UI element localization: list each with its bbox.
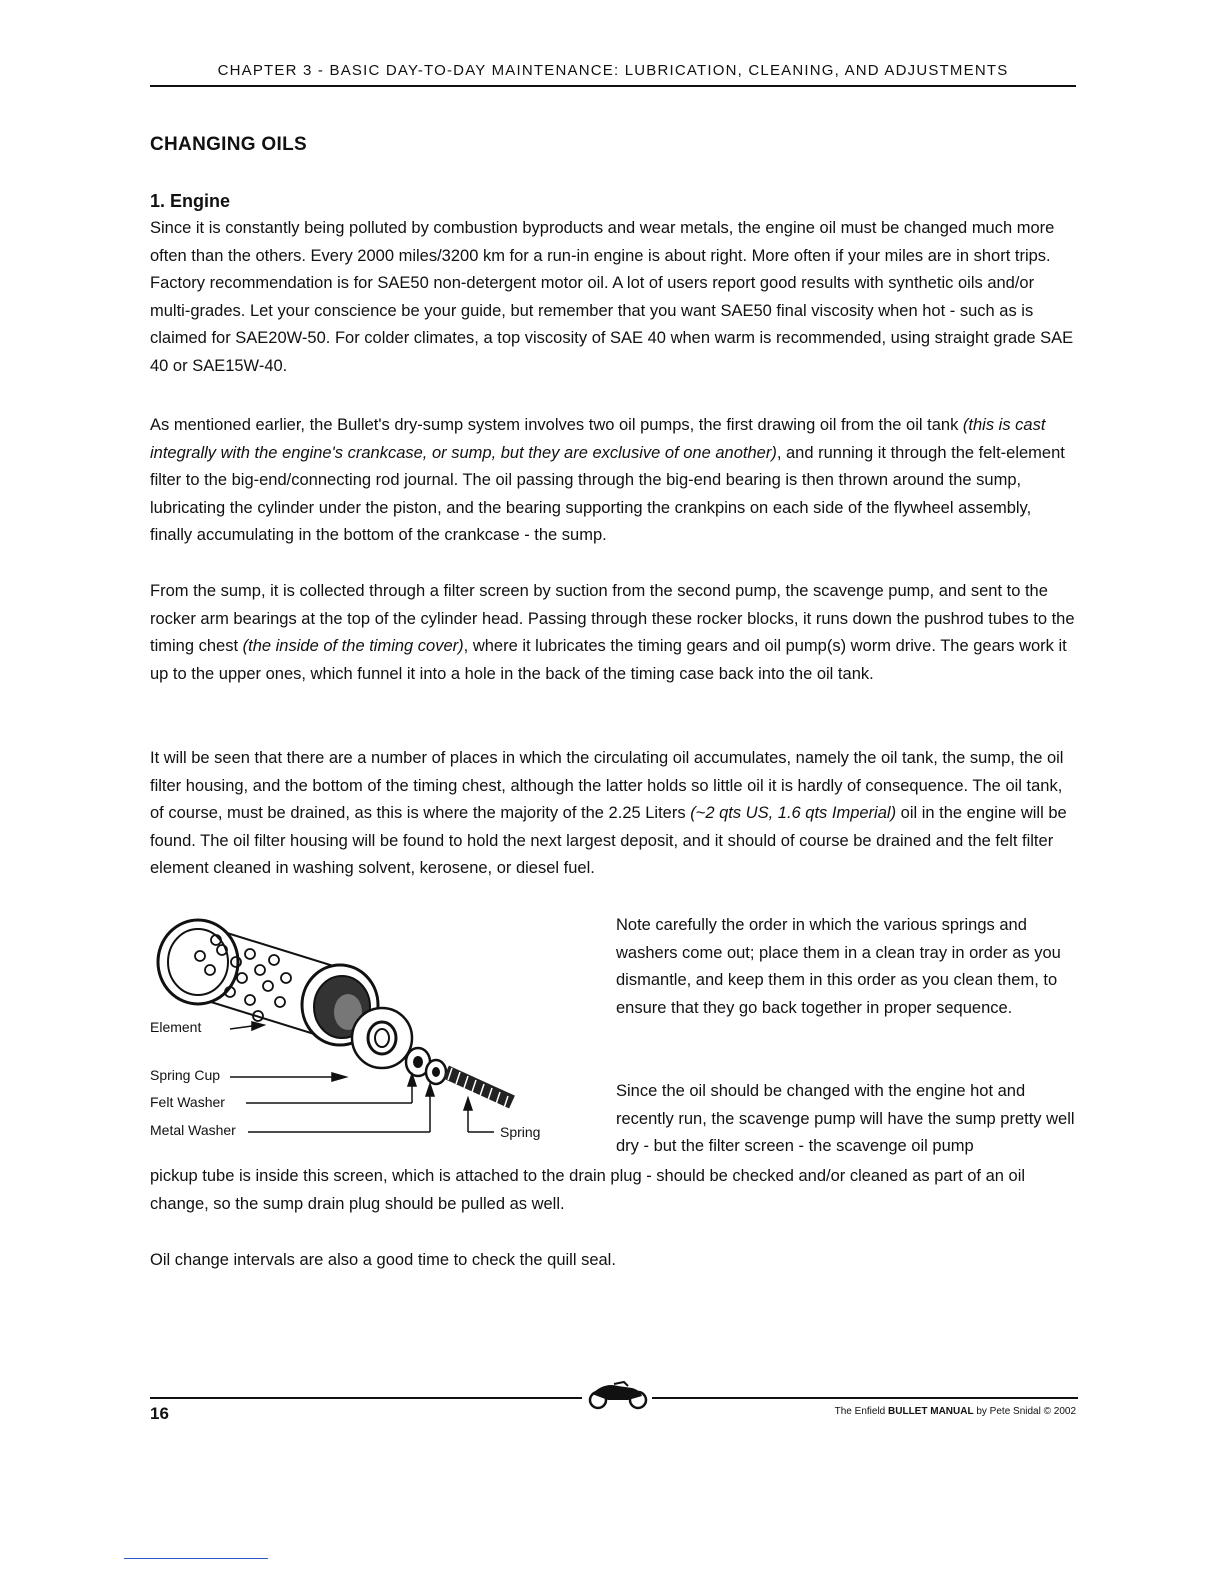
label-element: Element <box>150 1019 202 1035</box>
italic-note: (the inside of the timing cover) <box>242 637 464 656</box>
text-span: It will be seen that there are a number of places in which the circulating oil accumulates, namely the oil tank, the sump, the oil filter housing, and the bottom of the timing chest, although the latter holds so little oil it is hardly of consequence. The oil tank, of course, must be drained, as this is where the majority of the 2.25 Liters <box>150 749 1064 823</box>
filter-exploded-illustration <box>140 912 560 1152</box>
label-metal-washer: Metal Washer <box>150 1122 236 1138</box>
credit-title: BULLET MANUAL <box>888 1406 974 1417</box>
footer-rule-right <box>652 1397 1078 1399</box>
oil-filter-diagram <box>140 912 560 1152</box>
label-spring-cup: Spring Cup <box>150 1067 221 1083</box>
footer-credit <box>835 1406 1076 1417</box>
italic-note: (this is cast integrally with the engine's crankcase, or sump, but they are exclusive of one another) <box>150 416 1046 462</box>
page-number: 16 <box>150 1404 169 1423</box>
paragraph-order-note: Note carefully the order in which the various springs and washers come out; place them in a clean tray in order as you dismantle, and keep them in this order as you clean them, to ensure that they go back together in proper sequence. <box>616 916 1061 1017</box>
paragraph-oil-accumulation <box>150 745 1076 883</box>
paragraph-dry-sump <box>150 412 1076 550</box>
label-felt-washer: Felt Washer <box>150 1094 225 1110</box>
text-span: From the sump, it is collected through a filter screen by suction from the second pump, the scavenge pump, and sent to the rocker arm bearings at the top of the cylinder head. Passing through these rocker blocks, it runs down the pushrod tubes to the timing chest <box>150 582 1075 656</box>
footer-rule-left <box>150 1397 582 1399</box>
text-span: , and running it through the felt-element filter to the big-end/connecting rod journal. The oil passing through the big-end bearing is then thrown around the sump, lubricating the cylinder under the piston, and the bearing supporting the crankpins on each side of the flywheel assembly, finally accumulating in the bottom of the crankcase - the sump. <box>150 443 1065 545</box>
text-span: oil in the engine will be found. The oil filter housing will be found to hold the next largest deposit, and it should of course be drained and the felt filter element cleaned in washing solvent, kerosene, or diesel fuel. <box>150 804 1067 878</box>
paragraph-hot-engine: Since the oil should be changed with the engine hot and recently run, the scavenge pump will have the sump pretty well dry - but the filter screen - the scavenge oil pump <box>616 1082 1075 1156</box>
section-title: CHANGING OILS <box>150 134 307 155</box>
credit-suffix: by Pete Snidal © 2002 <box>973 1406 1076 1417</box>
credit-prefix: The Enfield <box>834 1406 889 1417</box>
chapter-header: CHAPTER 3 - BASIC DAY-TO-DAY MAINTENANCE: LUBRICATION, CLEANING, AND ADJUSTMENTS <box>150 62 1076 87</box>
paragraph-quill-seal: Oil change intervals are also a good time to check the quill seal. <box>150 1251 616 1269</box>
subsection-title: 1. Engine <box>150 191 231 211</box>
label-spring: Spring <box>500 1124 541 1140</box>
bottom-rule <box>124 1558 268 1559</box>
text-span: As mentioned earlier, the Bullet's dry-sump system involves two oil pumps, the first drawing oil from the oil tank <box>150 416 963 434</box>
paragraph-engine-oil: Since it is constantly being polluted by combustion byproducts and wear metals, the engine oil must be changed much more often than the others. Every 2000 miles/3200 km for a run-in engine is about right. More often if your miles are in short trips. Factory recommendation is for SAE50 non-detergent motor oil. A lot of users report good results with synthetic oils and/or multi-grades. Let your conscience be your guide, but remember that you want SAE50 final viscosity when hot - such as is claimed for SAE20W-50. For colder climates, a top viscosity of SAE 40 when warm is recommended, using straight grade SAE 40 or SAE15W-40. <box>150 219 1074 375</box>
italic-note: (~2 qts US, 1.6 qts Imperial) <box>690 804 897 823</box>
motorcycle-logo-icon <box>584 1380 650 1410</box>
paragraph-scavenge <box>150 578 1076 688</box>
text-span: , where it lubricates the timing gears and oil pump(s) worm drive. The gears work it up to the upper ones, which funnel it into a hole in the back of the timing case back into the oil tank. <box>150 637 1067 683</box>
paragraph-drain-plug: pickup tube is inside this screen, which is attached to the drain plug - should be checked and/or cleaned as part of an oil change, so the sump drain plug should be pulled as well. <box>150 1167 1026 1213</box>
